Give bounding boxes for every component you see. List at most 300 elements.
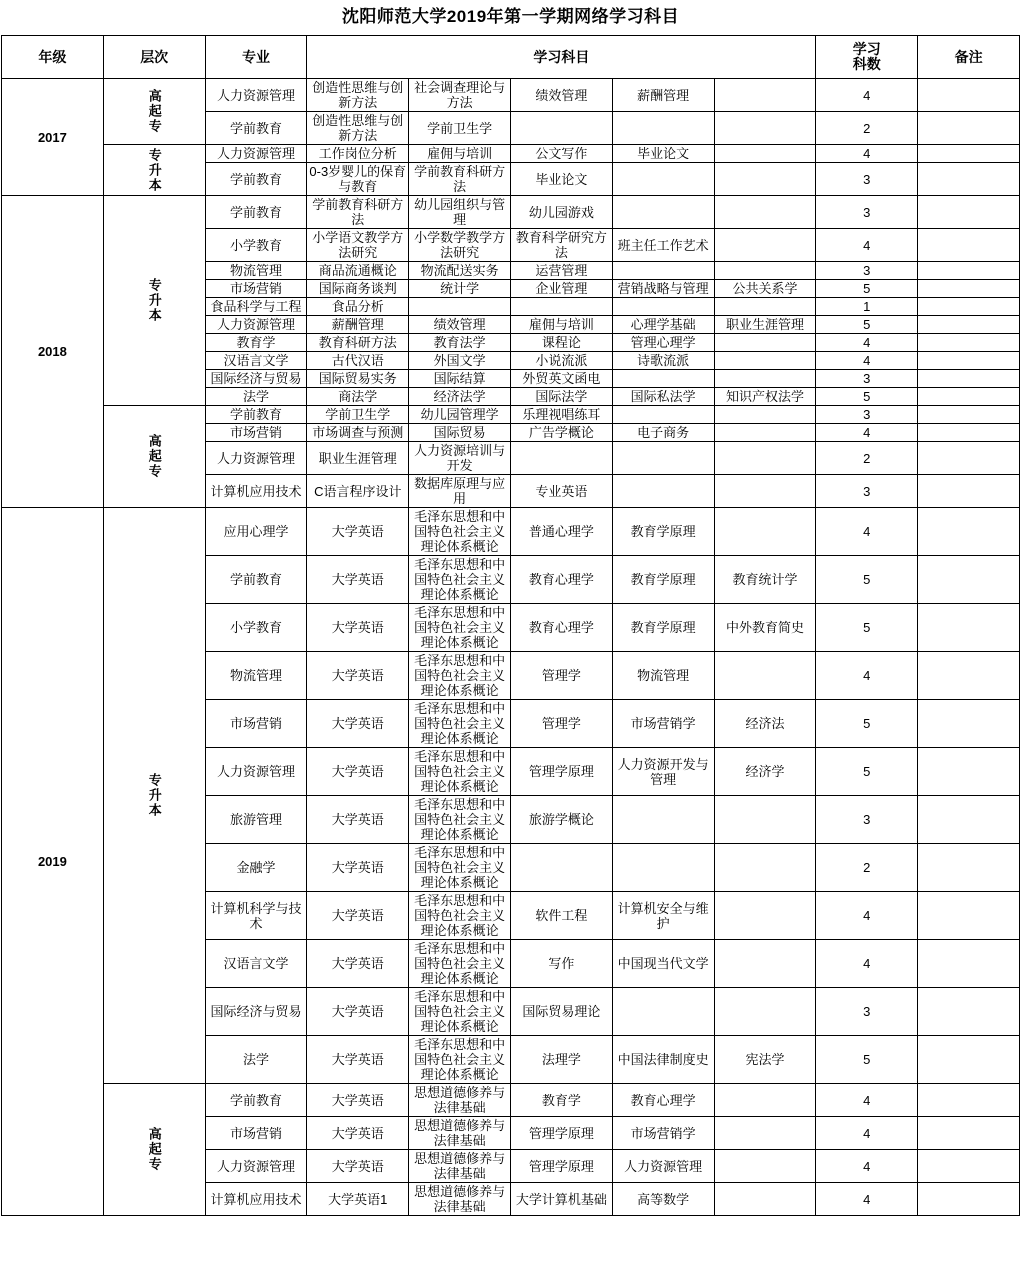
cell-subject: 毛泽东思想和中国特色社会主义理论体系概论	[409, 604, 511, 652]
cell-subject-count: 4	[816, 652, 918, 700]
cell-remark	[918, 604, 1020, 652]
cell-subject: 公文写作	[510, 145, 612, 163]
courses-table	[1, 35, 1020, 1216]
cell-subject: 教育统计学	[714, 556, 816, 604]
cell-subject: 大学计算机基础	[510, 1183, 612, 1216]
cell-subject: 物流配送实务	[409, 262, 511, 280]
cell-subject: 国际贸易	[409, 424, 511, 442]
cell-subject: 人力资源管理	[612, 1150, 714, 1183]
cell-remark	[918, 1084, 1020, 1117]
cell-subject	[714, 1150, 816, 1183]
cell-subject: 计算机安全与维护	[612, 892, 714, 940]
cell-subject: 普通心理学	[510, 508, 612, 556]
cell-subject	[714, 442, 816, 475]
cell-subject: 外贸英文函电	[510, 370, 612, 388]
cell-subject-count: 4	[816, 145, 918, 163]
cell-subject: 外国文学	[409, 352, 511, 370]
cell-subject-count: 1	[816, 298, 918, 316]
cell-major: 市场营销	[205, 424, 307, 442]
cell-subject: 中国现当代文学	[612, 940, 714, 988]
cell-level-text: 专升本	[146, 278, 162, 323]
cell-subject: 法理学	[510, 1036, 612, 1084]
cell-major: 学前教育	[205, 112, 307, 145]
cell-major: 市场营销	[205, 700, 307, 748]
cell-subject: 毕业论文	[510, 163, 612, 196]
cell-subject: 教育心理学	[510, 604, 612, 652]
table-row	[2, 508, 1020, 556]
cell-subject: 思想道德修养与法律基础	[409, 1150, 511, 1183]
cell-subject	[612, 163, 714, 196]
cell-subject: 学前教育科研方法	[307, 196, 409, 229]
cell-subject: 毕业论文	[612, 145, 714, 163]
cell-subject: 国际法学	[510, 388, 612, 406]
column-header-subjects: 学习科目	[307, 36, 816, 79]
cell-major: 人力资源管理	[205, 145, 307, 163]
cell-level	[103, 508, 205, 1084]
cell-major: 学前教育	[205, 196, 307, 229]
cell-subject	[714, 652, 816, 700]
cell-subject: 公共关系学	[714, 280, 816, 298]
cell-subject: 学前卫生学	[409, 112, 511, 145]
cell-remark	[918, 229, 1020, 262]
cell-subject-count: 2	[816, 844, 918, 892]
cell-subject-count: 4	[816, 1150, 918, 1183]
cell-subject: 中国法律制度史	[612, 1036, 714, 1084]
cell-subject: 大学英语	[307, 748, 409, 796]
cell-remark	[918, 145, 1020, 163]
cell-subject: 国际贸易理论	[510, 988, 612, 1036]
cell-remark	[918, 988, 1020, 1036]
cell-subject-count: 4	[816, 508, 918, 556]
cell-remark	[918, 280, 1020, 298]
cell-major: 汉语言文学	[205, 352, 307, 370]
cell-major: 法学	[205, 388, 307, 406]
cell-major: 金融学	[205, 844, 307, 892]
cell-level	[103, 79, 205, 145]
cell-subject-count: 5	[816, 604, 918, 652]
cell-subject: 大学英语	[307, 1036, 409, 1084]
cell-major: 应用心理学	[205, 508, 307, 556]
cell-major: 法学	[205, 1036, 307, 1084]
column-header-count-line2: 科数	[852, 56, 881, 72]
cell-major: 人力资源管理	[205, 1150, 307, 1183]
cell-subject: 思想道德修养与法律基础	[409, 1183, 511, 1216]
cell-subject	[612, 844, 714, 892]
cell-level	[103, 196, 205, 406]
page-title: 沈阳师范大学2019年第一学期网络学习科目	[341, 7, 680, 26]
cell-remark	[918, 424, 1020, 442]
cell-subject: 毛泽东思想和中国特色社会主义理论体系概论	[409, 796, 511, 844]
table-header	[2, 36, 1020, 79]
cell-subject	[612, 442, 714, 475]
cell-subject: 雇佣与培训	[510, 316, 612, 334]
cell-level-text: 专升本	[146, 147, 162, 193]
cell-major: 学前教育	[205, 556, 307, 604]
cell-remark	[918, 892, 1020, 940]
cell-subject	[612, 298, 714, 316]
cell-remark	[918, 370, 1020, 388]
cell-major: 小学教育	[205, 604, 307, 652]
cell-subject: 市场营销学	[612, 700, 714, 748]
cell-remark	[918, 1117, 1020, 1150]
cell-subject: 商品流通概论	[307, 262, 409, 280]
cell-subject: 教育学	[510, 1084, 612, 1117]
table-header-row	[2, 36, 1020, 79]
cell-subject: 诗歌流派	[612, 352, 714, 370]
cell-subject-count: 5	[816, 556, 918, 604]
cell-subject: 绩效管理	[409, 316, 511, 334]
cell-subject	[714, 1117, 816, 1150]
cell-subject: 市场营销学	[612, 1117, 714, 1150]
cell-subject	[714, 892, 816, 940]
cell-remark	[918, 796, 1020, 844]
cell-subject: 大学英语	[307, 508, 409, 556]
column-header-year: 年级	[2, 36, 104, 79]
cell-subject: 思想道德修养与法律基础	[409, 1084, 511, 1117]
cell-subject-count: 4	[816, 352, 918, 370]
cell-subject-count: 4	[816, 1183, 918, 1216]
cell-subject	[714, 406, 816, 424]
cell-subject-count: 4	[816, 79, 918, 112]
cell-subject: 教育科研方法	[307, 334, 409, 352]
cell-subject: 毛泽东思想和中国特色社会主义理论体系概论	[409, 652, 511, 700]
table-row	[2, 79, 1020, 112]
cell-subject	[612, 988, 714, 1036]
cell-subject-count: 3	[816, 262, 918, 280]
cell-subject: 幼儿园管理学	[409, 406, 511, 424]
cell-subject	[714, 1183, 816, 1216]
cell-subject: 毛泽东思想和中国特色社会主义理论体系概论	[409, 748, 511, 796]
table-body	[2, 79, 1020, 1216]
cell-major: 市场营销	[205, 1117, 307, 1150]
cell-major: 物流管理	[205, 652, 307, 700]
cell-remark	[918, 556, 1020, 604]
cell-remark	[918, 334, 1020, 352]
cell-subject-count: 3	[816, 163, 918, 196]
cell-subject: C语言程序设计	[307, 475, 409, 508]
cell-subject	[510, 298, 612, 316]
cell-subject: 古代汉语	[307, 352, 409, 370]
cell-subject	[714, 145, 816, 163]
cell-subject	[612, 370, 714, 388]
cell-subject: 企业管理	[510, 280, 612, 298]
cell-subject: 职业生涯管理	[714, 316, 816, 334]
cell-level-text: 高起专	[146, 434, 162, 479]
cell-subject	[612, 112, 714, 145]
cell-remark	[918, 112, 1020, 145]
cell-major: 食品科学与工程	[205, 298, 307, 316]
cell-subject: 大学英语	[307, 556, 409, 604]
cell-subject: 毛泽东思想和中国特色社会主义理论体系概论	[409, 844, 511, 892]
cell-subject	[714, 196, 816, 229]
cell-subject: 工作岗位分析	[307, 145, 409, 163]
cell-subject: 幼儿园组织与管理	[409, 196, 511, 229]
cell-remark	[918, 748, 1020, 796]
cell-subject	[714, 298, 816, 316]
cell-subject: 小说流派	[510, 352, 612, 370]
cell-subject: 大学英语	[307, 700, 409, 748]
cell-year: 2018	[2, 196, 104, 508]
cell-subject: 教育学原理	[612, 556, 714, 604]
cell-subject	[510, 442, 612, 475]
cell-subject: 管理学原理	[510, 1117, 612, 1150]
cell-subject: 管理学	[510, 652, 612, 700]
cell-subject	[714, 988, 816, 1036]
cell-subject	[714, 424, 816, 442]
cell-subject: 国际贸易实务	[307, 370, 409, 388]
cell-level	[103, 1084, 205, 1216]
cell-subject: 大学英语	[307, 604, 409, 652]
cell-subject: 思想道德修养与法律基础	[409, 1117, 511, 1150]
cell-subject-count: 5	[816, 700, 918, 748]
cell-remark	[918, 352, 1020, 370]
cell-subject	[510, 844, 612, 892]
cell-subject: 管理学	[510, 700, 612, 748]
cell-subject-count: 3	[816, 406, 918, 424]
cell-major: 计算机应用技术	[205, 1183, 307, 1216]
cell-subject: 学前教育科研方法	[409, 163, 511, 196]
cell-subject: 大学英语	[307, 796, 409, 844]
cell-subject: 班主任工作艺术	[612, 229, 714, 262]
cell-remark	[918, 262, 1020, 280]
cell-subject: 小学数学教学方法研究	[409, 229, 511, 262]
cell-subject: 教育学原理	[612, 604, 714, 652]
cell-subject: 软件工程	[510, 892, 612, 940]
cell-remark	[918, 508, 1020, 556]
cell-subject: 食品分析	[307, 298, 409, 316]
column-header-count-line1: 学习	[852, 41, 881, 57]
cell-subject: 营销战略与管理	[612, 280, 714, 298]
cell-remark	[918, 316, 1020, 334]
cell-subject: 社会调查理论与方法	[409, 79, 511, 112]
cell-level-text: 高起专	[146, 1127, 162, 1172]
cell-subject-count: 5	[816, 1036, 918, 1084]
cell-subject: 数据库原理与应用	[409, 475, 511, 508]
cell-major: 人力资源管理	[205, 748, 307, 796]
cell-subject: 毛泽东思想和中国特色社会主义理论体系概论	[409, 988, 511, 1036]
cell-subject-count: 3	[816, 475, 918, 508]
cell-remark	[918, 406, 1020, 424]
cell-subject: 毛泽东思想和中国特色社会主义理论体系概论	[409, 1036, 511, 1084]
cell-subject: 经济学	[714, 748, 816, 796]
cell-subject: 创造性思维与创新方法	[307, 79, 409, 112]
cell-subject	[714, 370, 816, 388]
cell-subject	[510, 112, 612, 145]
cell-subject-count: 5	[816, 388, 918, 406]
cell-subject: 商法学	[307, 388, 409, 406]
cell-subject: 广告学概论	[510, 424, 612, 442]
table-row	[2, 406, 1020, 424]
cell-remark	[918, 442, 1020, 475]
cell-subject: 教育心理学	[510, 556, 612, 604]
cell-subject-count: 2	[816, 112, 918, 145]
cell-subject: 管理学原理	[510, 748, 612, 796]
cell-level	[103, 145, 205, 196]
cell-major: 国际经济与贸易	[205, 370, 307, 388]
cell-subject	[714, 940, 816, 988]
cell-subject: 知识产权法学	[714, 388, 816, 406]
cell-major: 计算机科学与技术	[205, 892, 307, 940]
cell-major: 教育学	[205, 334, 307, 352]
cell-subject-count: 4	[816, 424, 918, 442]
cell-subject: 教育学原理	[612, 508, 714, 556]
cell-subject	[714, 112, 816, 145]
cell-subject: 毛泽东思想和中国特色社会主义理论体系概论	[409, 892, 511, 940]
cell-subject: 薪酬管理	[307, 316, 409, 334]
cell-subject: 国际结算	[409, 370, 511, 388]
cell-subject: 专业英语	[510, 475, 612, 508]
cell-major: 学前教育	[205, 163, 307, 196]
cell-remark	[918, 700, 1020, 748]
cell-subject-count: 3	[816, 370, 918, 388]
cell-subject-count: 3	[816, 796, 918, 844]
cell-subject: 电子商务	[612, 424, 714, 442]
table-row	[2, 1084, 1020, 1117]
cell-subject: 毛泽东思想和中国特色社会主义理论体系概论	[409, 508, 511, 556]
cell-subject-count: 5	[816, 280, 918, 298]
cell-subject	[612, 475, 714, 508]
cell-subject: 教育法学	[409, 334, 511, 352]
cell-subject: 大学英语	[307, 940, 409, 988]
cell-subject	[714, 334, 816, 352]
cell-subject	[612, 196, 714, 229]
cell-remark	[918, 1036, 1020, 1084]
cell-subject: 大学英语	[307, 892, 409, 940]
cell-major: 小学教育	[205, 229, 307, 262]
cell-subject: 大学英语	[307, 1084, 409, 1117]
cell-subject: 旅游学概论	[510, 796, 612, 844]
cell-subject-count: 4	[816, 229, 918, 262]
cell-subject	[714, 163, 816, 196]
cell-remark	[918, 652, 1020, 700]
cell-subject	[714, 262, 816, 280]
cell-level	[103, 406, 205, 508]
cell-major: 市场营销	[205, 280, 307, 298]
cell-subject	[612, 406, 714, 424]
cell-major: 学前教育	[205, 406, 307, 424]
cell-subject-count: 4	[816, 334, 918, 352]
cell-subject: 运营管理	[510, 262, 612, 280]
cell-subject-count: 4	[816, 1084, 918, 1117]
cell-subject: 学前卫生学	[307, 406, 409, 424]
cell-subject: 毛泽东思想和中国特色社会主义理论体系概论	[409, 700, 511, 748]
cell-remark	[918, 388, 1020, 406]
cell-subject: 统计学	[409, 280, 511, 298]
cell-subject: 中外教育简史	[714, 604, 816, 652]
cell-subject: 大学英语	[307, 1150, 409, 1183]
cell-subject-count: 3	[816, 196, 918, 229]
cell-subject: 管理心理学	[612, 334, 714, 352]
cell-subject: 大学英语	[307, 652, 409, 700]
cell-subject: 写作	[510, 940, 612, 988]
cell-subject	[714, 844, 816, 892]
cell-subject: 大学英语	[307, 988, 409, 1036]
cell-major: 人力资源管理	[205, 442, 307, 475]
cell-subject	[714, 229, 816, 262]
cell-subject: 绩效管理	[510, 79, 612, 112]
cell-major: 人力资源管理	[205, 316, 307, 334]
cell-subject	[612, 262, 714, 280]
cell-subject	[714, 79, 816, 112]
cell-subject: 高等数学	[612, 1183, 714, 1216]
cell-level-text: 高起专	[146, 89, 162, 134]
cell-subject: 经济法	[714, 700, 816, 748]
cell-subject-count: 4	[816, 1117, 918, 1150]
column-header-major: 专业	[205, 36, 307, 79]
cell-subject: 经济法学	[409, 388, 511, 406]
cell-subject: 毛泽东思想和中国特色社会主义理论体系概论	[409, 556, 511, 604]
cell-subject: 物流管理	[612, 652, 714, 700]
cell-remark	[918, 79, 1020, 112]
cell-remark	[918, 475, 1020, 508]
cell-subject: 小学语文教学方法研究	[307, 229, 409, 262]
cell-subject: 大学英语	[307, 844, 409, 892]
cell-subject	[612, 796, 714, 844]
cell-subject	[409, 298, 511, 316]
cell-subject: 人力资源培训与开发	[409, 442, 511, 475]
table-row	[2, 196, 1020, 229]
cell-subject-count: 5	[816, 748, 918, 796]
cell-subject: 幼儿园游戏	[510, 196, 612, 229]
cell-subject: 人力资源开发与管理	[612, 748, 714, 796]
cell-subject-count: 2	[816, 442, 918, 475]
column-header-remark: 备注	[918, 36, 1020, 79]
cell-level-text: 专升本	[146, 773, 162, 818]
cell-remark	[918, 1183, 1020, 1216]
cell-subject: 国际商务谈判	[307, 280, 409, 298]
cell-subject-count: 3	[816, 988, 918, 1036]
cell-major: 旅游管理	[205, 796, 307, 844]
cell-subject	[714, 475, 816, 508]
column-header-count	[816, 36, 918, 79]
cell-remark	[918, 298, 1020, 316]
cell-subject	[714, 352, 816, 370]
cell-subject: 国际私法学	[612, 388, 714, 406]
cell-major: 国际经济与贸易	[205, 988, 307, 1036]
cell-subject: 大学英语	[307, 1117, 409, 1150]
cell-subject: 创造性思维与创新方法	[307, 112, 409, 145]
cell-subject-count: 4	[816, 892, 918, 940]
table-row	[2, 145, 1020, 163]
cell-major: 物流管理	[205, 262, 307, 280]
cell-remark	[918, 163, 1020, 196]
column-header-level: 层次	[103, 36, 205, 79]
cell-subject: 管理学原理	[510, 1150, 612, 1183]
cell-subject: 宪法学	[714, 1036, 816, 1084]
cell-subject: 薪酬管理	[612, 79, 714, 112]
cell-subject: 毛泽东思想和中国特色社会主义理论体系概论	[409, 940, 511, 988]
cell-subject: 教育科学研究方法	[510, 229, 612, 262]
cell-subject: 大学英语1	[307, 1183, 409, 1216]
cell-major: 人力资源管理	[205, 79, 307, 112]
cell-subject	[714, 796, 816, 844]
cell-remark	[918, 196, 1020, 229]
cell-subject: 0-3岁婴儿的保育与教育	[307, 163, 409, 196]
cell-year: 2017	[2, 79, 104, 196]
cell-year: 2019	[2, 508, 104, 1216]
cell-subject: 雇佣与培训	[409, 145, 511, 163]
cell-subject: 职业生涯管理	[307, 442, 409, 475]
cell-subject: 心理学基础	[612, 316, 714, 334]
cell-major: 学前教育	[205, 1084, 307, 1117]
cell-subject: 乐理视唱练耳	[510, 406, 612, 424]
cell-subject: 教育心理学	[612, 1084, 714, 1117]
cell-major: 计算机应用技术	[205, 475, 307, 508]
cell-subject-count: 5	[816, 316, 918, 334]
cell-subject-count: 4	[816, 940, 918, 988]
cell-remark	[918, 940, 1020, 988]
cell-remark	[918, 844, 1020, 892]
